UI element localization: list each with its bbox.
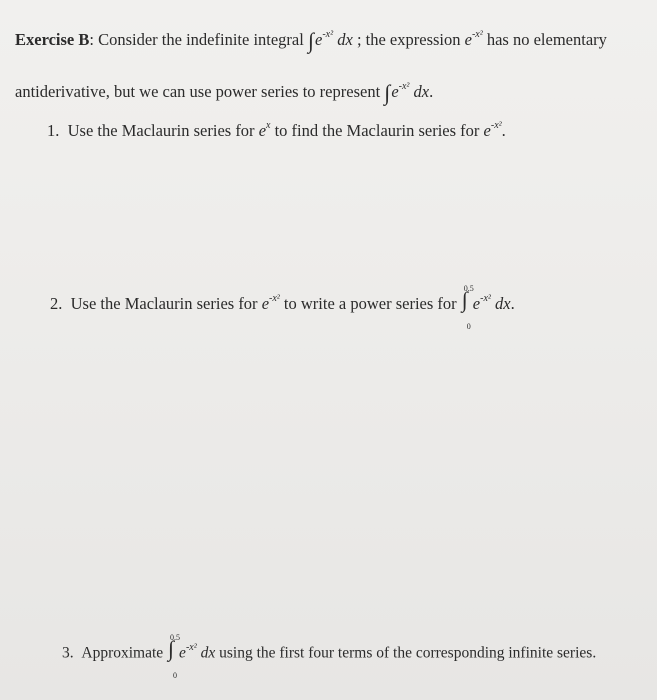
lower-limit: 0: [173, 671, 178, 680]
upper-limit: 0.5: [170, 633, 181, 642]
base-e: e: [464, 30, 472, 49]
question-text: .: [510, 293, 515, 313]
base-e: e: [315, 30, 323, 49]
integral-sign: ∫: [307, 28, 314, 53]
question-text: Use the Maclaurin series for: [70, 293, 262, 313]
exponent: -x²: [398, 81, 410, 92]
question-text: Approximate: [81, 644, 168, 662]
exponent: -x²: [269, 292, 280, 304]
integral-sign: ∫: [168, 636, 175, 661]
base-e: e: [258, 121, 267, 140]
exercise-intro-line-1: [15, 28, 607, 53]
question-text: Use the Maclaurin series for: [67, 121, 259, 140]
question-number: 1.: [47, 121, 60, 140]
intro-text-2: ; the expression: [352, 30, 465, 49]
question-text: .: [501, 121, 506, 140]
base-e: e: [179, 644, 186, 662]
exponent: -x²: [490, 120, 502, 131]
differential: dx: [337, 30, 353, 49]
question-3: [62, 633, 597, 680]
question-number: 2.: [50, 293, 63, 313]
lower-limit: 0: [466, 322, 471, 331]
exponent: -x²: [185, 641, 197, 653]
period: .: [429, 82, 434, 101]
question-text: to find the Maclaurin series for: [270, 121, 484, 140]
intro-text-4: antiderivative, but we can use power series to represent: [15, 82, 385, 101]
exponent: -x²: [322, 29, 334, 40]
definite-integral: [167, 633, 181, 680]
intro-text-3: has no elementary: [482, 30, 607, 49]
question-number: 3.: [62, 644, 74, 662]
base-e: e: [483, 121, 491, 140]
exercise-intro-line-2: [15, 80, 433, 105]
differential: dx: [495, 293, 511, 313]
question-text: to write a power series for: [279, 293, 461, 313]
upper-limit: 0.5: [463, 284, 474, 293]
integral-sign: ∫: [461, 287, 468, 312]
differential: dx: [200, 644, 216, 662]
question-1: [47, 121, 506, 144]
integral-sign: ∫: [384, 80, 391, 105]
base-e: e: [261, 293, 270, 313]
exponent: -x²: [480, 292, 491, 304]
differential: dx: [413, 82, 430, 101]
question-2: [50, 284, 515, 331]
question-text: using the first four terms of the corresponding infinite series.: [215, 644, 597, 662]
exponent: -x²: [471, 29, 483, 40]
definite-integral: [461, 284, 474, 331]
base-e: e: [472, 293, 481, 313]
base-e: e: [391, 82, 399, 101]
exercise-label: Exercise B: [15, 30, 90, 49]
intro-text-1: : Consider the indefinite integral: [89, 30, 308, 49]
exponent: x: [266, 120, 271, 131]
